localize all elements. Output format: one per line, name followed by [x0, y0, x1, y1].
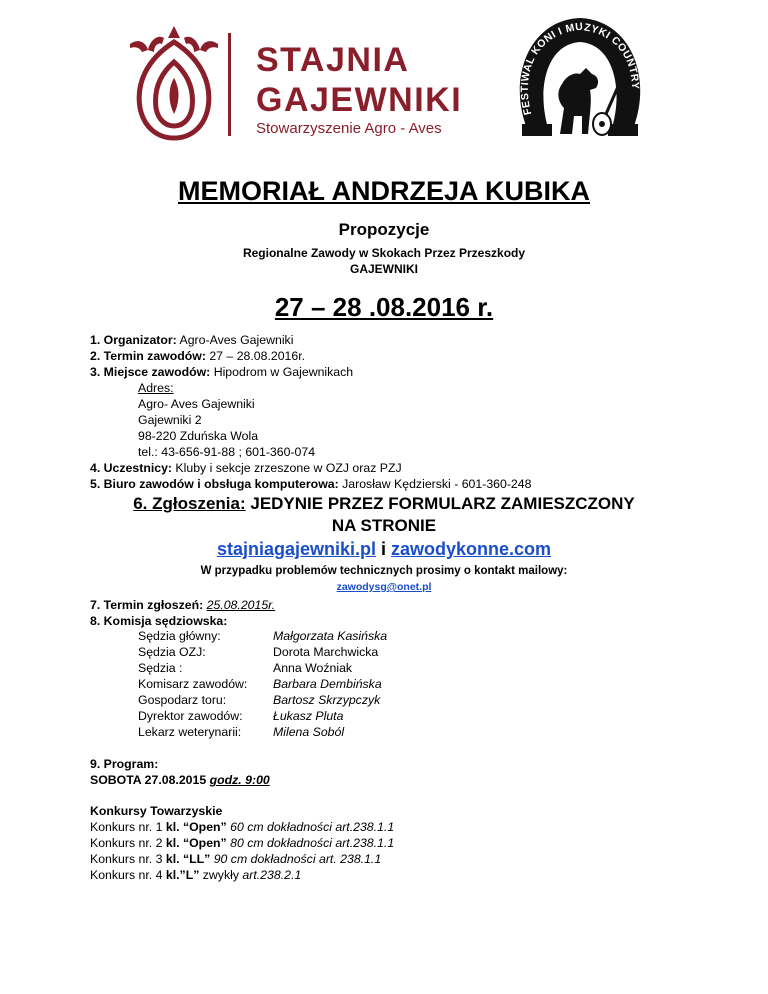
committee-name: Dorota Marchwicka [273, 645, 379, 659]
committee-role: Dyrektor zawodów: [138, 709, 243, 723]
committee-role: Komisarz zawodów: [138, 677, 248, 691]
item-participants: 4. Uczestnicy: Kluby i sekcje zrzeszone w OZJ oraz PZJ [90, 461, 402, 475]
contest-row: Konkurs nr. 1 kl. “Open” 60 cm dokładności art.238.1.1 [90, 820, 395, 834]
item-office: 5. Biuro zawodów i obsługa komputerowa: Jarosław Kędzierski - 601-360-248 [90, 477, 532, 491]
link-zawodykonne[interactable]: zawodykonne.com [391, 539, 552, 559]
page-title: MEMORIAŁ ANDRZEJA KUBIKA [178, 176, 590, 206]
address-line2: Gajewniki 2 [138, 413, 202, 427]
festival-arc-text: FESTIWAL KONI I MUZYKI COUNTRY [518, 20, 642, 117]
registration-line2: NA STRONIE [331, 516, 437, 535]
contact-email-link[interactable]: zawodysg@onet.pl [336, 581, 432, 593]
committee-role: Sędzia OZJ: [138, 645, 206, 659]
brand-subtitle: Stowarzyszenie Agro - Aves [256, 120, 442, 137]
item-date: 2. Termin zawodów: 27 – 28.08.2016r. [90, 349, 306, 363]
event-date: 27 – 28 .08.2016 r. [274, 292, 494, 322]
item-organizer: 1. Organizator: Agro-Aves Gajewniki [90, 333, 294, 347]
link-stajniagajewniki[interactable]: stajniagajewniki.pl [216, 539, 376, 559]
technical-problem-note: W przypadku problemów technicznych prosimy o kontakt mailowy: [200, 565, 568, 577]
brand-name-line2: GAJEWNIKI [256, 81, 463, 119]
contest-row: Konkurs nr. 3 kl. “LL” 90 cm dokładności art. 238.1.1 [90, 852, 382, 866]
festival-logo-icon [512, 16, 648, 161]
address-line3: 98-220 Zduńska Wola [138, 429, 259, 443]
subtitle-propozycje: Propozycje [338, 220, 430, 239]
registration-line1: 6. Zgłoszenia: JEDYNIE PRZEZ FORMULARZ ZAMIESZCZONY [133, 494, 635, 513]
event-location: GAJEWNIKI [349, 262, 418, 276]
address-phone: tel.: 43-656-91-88 ; 601-360-074 [138, 445, 316, 459]
address-line1: Agro- Aves Gajewniki [138, 397, 255, 411]
committee-role: Lekarz weterynarii: [138, 725, 242, 739]
committee-name: Łukasz Pluta [273, 709, 344, 723]
registration-links: stajniagajewniki.pl i zawodykonne.com [216, 539, 552, 559]
committee-name: Bartosz Skrzypczyk [273, 693, 381, 707]
program-label: 9. Program: [90, 757, 159, 771]
event-type: Regionalne Zawody w Skokach Przez Przeszkody [242, 246, 526, 260]
logo-divider [228, 33, 231, 136]
committee-name: Milena Soból [273, 725, 345, 739]
contest-row: Konkurs nr. 2 kl. “Open” 80 cm dokładności art.238.1.1 [90, 836, 395, 850]
committee-name: Małgorzata Kasińska [273, 629, 388, 643]
committee-role: Sędzia : [138, 661, 183, 675]
contest-row: Konkurs nr. 4 kl.”L” zwykły art.238.2.1 [90, 868, 302, 882]
committee-role: Gospodarz toru: [138, 693, 227, 707]
committee-name: Anna Woźniak [273, 661, 353, 675]
committee-role: Sędzia główny: [138, 629, 221, 643]
program-section: Konkursy Towarzyskie [90, 804, 223, 818]
stajnia-logo-icon [128, 22, 220, 142]
item-place: 3. Miejsce zawodów: Hipodrom w Gajewnikach [90, 365, 354, 379]
brand-name-line1: STAJNIA [256, 41, 410, 79]
program-day: SOBOTA 27.08.2015 godz. 9:00 [90, 773, 270, 787]
committee-name: Barbara Dembińska [273, 677, 382, 691]
item-deadline: 7. Termin zgłoszeń: 25.08.2015r. [90, 598, 276, 612]
address-label: Adres: [138, 381, 174, 395]
committee-label: 8. Komisja sędziowska: [90, 614, 228, 628]
